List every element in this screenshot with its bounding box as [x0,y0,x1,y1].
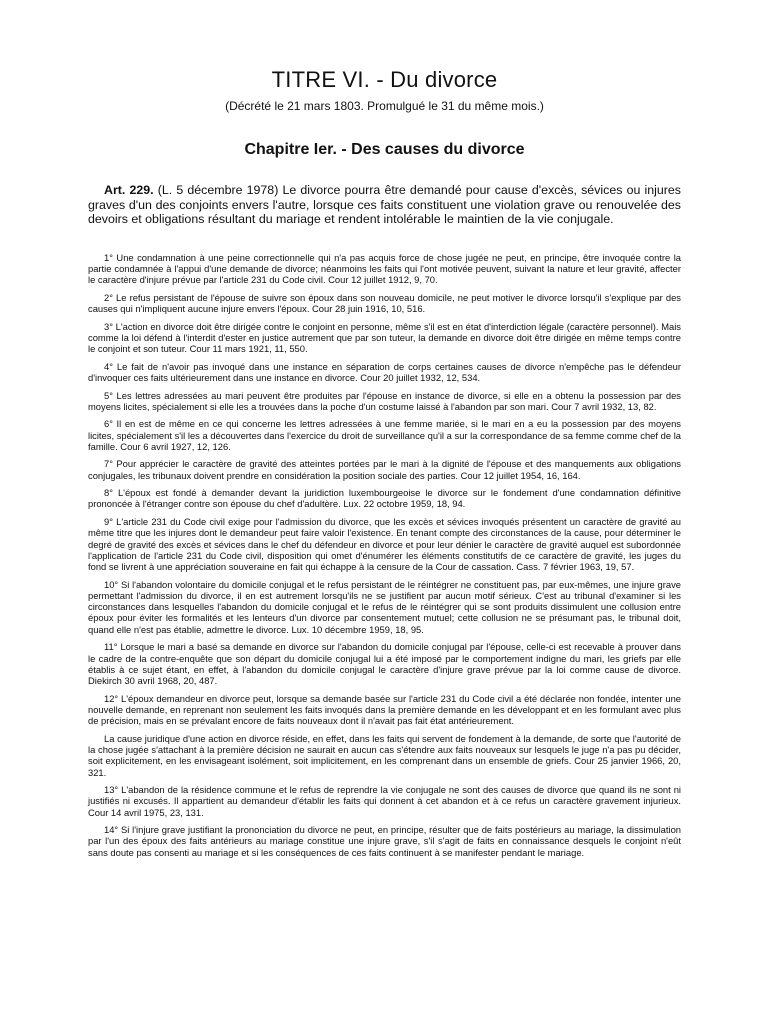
note-12: 12° L'époux demandeur en divorce peut, lorsque sa demande basée sur l'article 231 du Code civil a été déclarée non fondée, intenter une nouvelle demande, en reprenant non seulement les faits invoqués dans la première demande en les développant et en les formulant avec plus de précision, mais en se prévalant encore de faits nouveaux dont il n'avait pas fait état antérieurement. [88,692,681,727]
note-6: 6° Il en est de même en ce qui concerne les lettres adressées à une femme mariée, si le mari en a eu la possession par des moyens licites, spécialement s'il les a découvertes dans l'exercice du droit de surveillance qu'il a sur la correspondance de sa femme comme chef de la famille. Cour 6 avril 1927, 12, 126. [88,418,681,452]
note-2: 2° Le refus persistant de l'épouse de suivre son époux dans son nouveau domicile, ne peut motiver le divorce lorsqu'il s'explique par des causes qui n'impliquent aucune injure envers l'époux. Cour 28 juin 1916, 10, 516. [88,291,681,315]
note-7: 7° Pour apprécier le caractère de gravité des atteintes portées par le mari à la dignité de l'épouse et des manquements aux obligations conjugales, les tribunaux doivent prendre en considération la position sociale des parties. Cour 12 juillet 1954, 16, 164. [88,458,681,481]
note-3: 3° L'action en divorce doit être dirigée contre le conjoint en personne, même s'il est en état d'interdiction légale (caractère personnel). Mais comme la loi défend à l'interdit d'ester en justice autrement que par son tuteur, la demande en divorce doit être dirigée en même temps contre le conjoint et son tuteur. Cour 11 mars 1921, 11, 550. [88,320,681,355]
note-8: 8° L'époux est fondé à demander devant la juridiction luxembourgeoise le divorce sur le fondement d'une condamnation définitive prononcée à l'étranger contre son épouse du chef d'adultère. Lux. 22 octobre 1959, 18, 94. [88,487,681,510]
article-label: Art. 229. [104,183,154,197]
note-9: 9° L'article 231 du Code civil exige pour l'admission du divorce, que les excès et sévices invoqués présentent un caractère de gravité au même titre que les injures dont le demandeur peut faire valoir l'existence. En tenant compte des circonstances de la cause, pour déterminer le degré de gravité des excès et sévices dans le chef du défendeur en divorce et pour leur dénier le caractère de gravité auquel est subordonnée l'application de l'article 231 du Code civil, disposition qui omet d'énumérer les éléments constitutifs de ce caractère de gravité, les juges du fond se livrent à une appréciation souveraine en fait qui échappe à la censure de la Cour de cassation. Cass. 7 février 1963, 19, 57. [88,515,681,573]
note-12-continued: La cause juridique d'une action en divorce réside, en effet, dans les faits qui servent de fondement à la demande, de sorte que l'autorité de la chose jugée s'attachant à la première décision ne saurait en aucun cas s'étendre aux faits nouveaux sur lesquels le juge n'a pas pu décider, soit explicitement, en les envisageant isolément, soit implicitement, en les comprenant dans un ensemble de griefs. Cour 25 janvier 1966, 20, 321. [88,732,681,778]
decree-line: (Décrété le 21 mars 1803. Promulgué le 31 du même mois.) [225,99,544,113]
chapter-title: Chapitre Ier. - Des causes du divorce [244,141,525,158]
note-1: 1° Une condamnation à une peine correctionnelle qui n'a pas acquis force de chose jugée ne peut, en principe, être invoquée contre la partie condamnée à l'appui d'une demande de divorce; néanmoins les faits qui l'ont motivée peuvent, suivant la nature et leur gravité, affecter le caractère d'injure prévue par l'article 231 du Code civil. Cour 12 juillet 1912, 9, 70. [88,251,681,286]
document-title: TITRE VI. - Du divorce [271,67,498,92]
jurisprudence-notes [88,252,681,858]
article-229 [88,183,681,227]
note-5: 5° Les lettres adressées au mari peuvent être produites par l'épouse en instance de divorce, si elle en a obtenu la possession par des moyens licites, spécialement si elle les a trouvées dans la poche d'un costume laissé à l'abandon par son mari. Cour 7 avril 1932, 13, 82. [88,389,681,412]
note-10: 10° Si l'abandon volontaire du domicile conjugal et le refus persistant de le réintégrer ne constituent pas, par eux-mêmes, une injure grave permettant l'admission du divorce, il en est autrement lorsqu'ils ne se justifient par aucun motif sérieux. C'est au tribunal d'examiner si les circonstances dans lesquelles l'abandon du domicile conjugal et le refus de le réintégrer qui se sont produits dissimulent une collusion entre époux pour éviter les formalités et les lenteurs d'un divorce par consentement mutuel; cette collusion ne se présumant pas, le tribunal doit, quand elle n'est pas établie, admettre le divorce. Lux. 10 décembre 1959, 18, 95. [88,578,681,635]
article-text: (L. 5 décembre 1978) Le divorce pourra être demandé pour cause d'excès, sévices ou injures graves d'un des conjoints envers l'autre, lorsque ces faits constituent une violation grave ou renouvelée des devoirs et obligations résultant du mariage et rendent intolérable le maintien de la vie conjugale. [88,183,681,227]
note-4: 4° Le fait de n'avoir pas invoqué dans une instance en séparation de corps certaines causes de divorce n'empêche pas le défendeur d'invoquer ces faits ultérieurement dans une instance en divorce. Cour 20 juillet 1932, 12, 534. [88,360,681,384]
note-11: 11° Lorsque le mari a basé sa demande en divorce sur l'abandon du domicile conjugal par l'épouse, celle-ci est recevable à prouver dans le cadre de la contre-enquête que son départ du domicile conjugal lui a été imposé par le comportement indigne du mari, les griefs par elle établis à ce sujet étant, en effet, à l'abandon du domicile conjugal le caractère d'injure grave prévue par la loi comme cause de divorce. Diekirch 30 avril 1968, 20, 487. [88,641,681,687]
note-14: 14° Si l'injure grave justifiant la prononciation du divorce ne peut, en principe, résulter que de faits postérieurs au mariage, la dissimulation par l'un des époux des faits antérieurs au mariage constitue une injure grave, s'il s'agit de faits en connaissance desquels le conjoint n'eût sans doute pas consenti au mariage et si les conséquences de ces faits continuent à se manifester pendant le mariage. [88,824,681,858]
note-13: 13° L'abandon de la résidence commune et le refus de reprendre la vie conjugale ne sont des causes de divorce que quand ils ne sont ni justifiés ni excusés. Il appartient au demandeur d'établir les faits qui donnent à cet abandon et à ce refus un caractère gravement injurieux. Cour 14 avril 1975, 23, 131. [88,784,681,818]
